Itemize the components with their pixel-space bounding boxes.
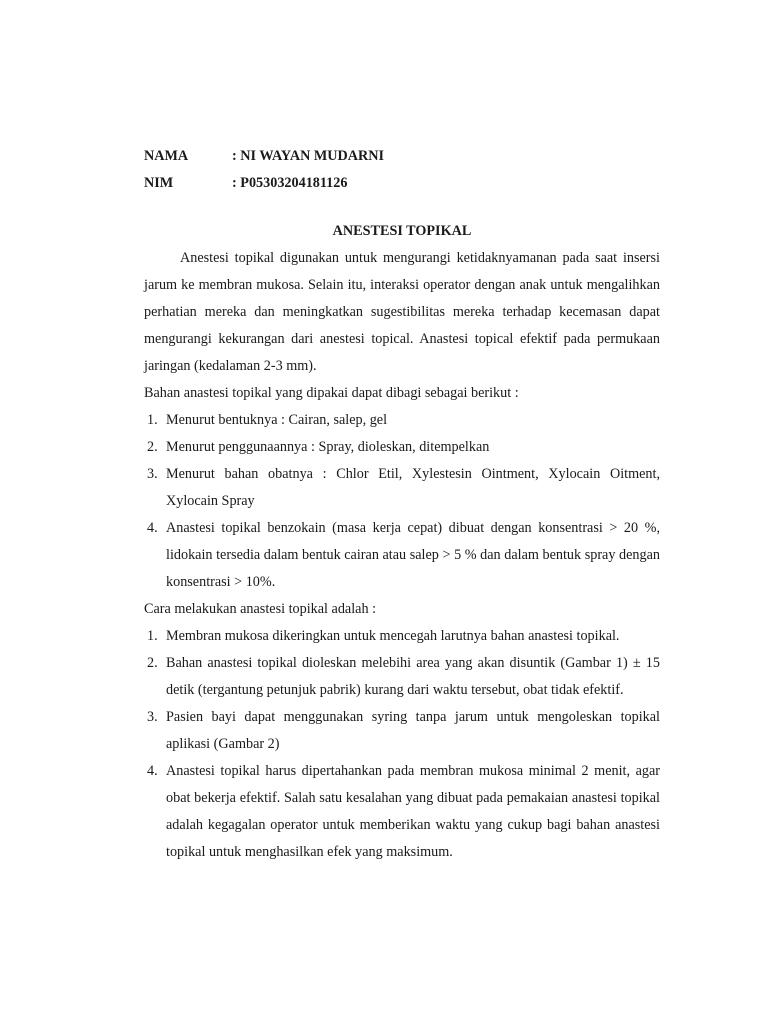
list-number: 3. [147,466,158,482]
list-item [144,515,660,596]
list-text: Pasien bayi dapat menggunakan syring tanpa jarum untuk mengoleskan topikal aplikasi (Gambar 2) [166,709,660,752]
list-number: 2. [147,439,158,455]
document-body [144,143,660,866]
material-list [144,407,660,596]
list-item [144,704,660,758]
list-item [144,461,660,515]
name-row [144,143,660,170]
list-item [144,407,660,434]
nim-row [144,170,660,197]
list-number: 4. [147,763,158,779]
list-text: Menurut bentuknya : Cairan, salep, gel [166,412,388,428]
list-item [144,650,660,704]
nim-value: : P05303204181126 [232,175,348,191]
list-text: Membran mukosa dikeringkan untuk mencegah larutnya bahan anastesi topikal. [166,628,620,644]
name-value: : NI WAYAN MUDARNI [232,148,385,164]
nim-label: NIM [144,175,174,191]
name-label: NAMA [144,148,189,164]
list-text: Menurut bahan obatnya : Chlor Etil, Xylestesin Ointment, Xylocain Oitment, Xylocain Spray [166,466,660,509]
list-number: 1. [147,628,158,644]
list-number: 2. [147,655,158,671]
list1-heading: Bahan anastesi topikal yang dipakai dapat dibagi sebagai berikut : [144,385,519,401]
list-item [144,434,660,461]
list-number: 4. [147,520,158,536]
list-text: Bahan anastesi topikal dioleskan melebihi area yang akan disuntik (Gambar 1) ± 15 detik (tergantung petunjuk pabrik) kurang dari waktu tersebut, obat tidak efektif. [166,655,660,698]
list-text: Anastesi topikal harus dipertahankan pada membran mukosa minimal 2 menit, agar obat bekerja efektif. Salah satu kesalahan yang dibuat pada pemakaian anastesi topikal adalah kegagalan operator untuk memberikan waktu yang cukup bagi bahan anastesi topikal untuk menghasilkan efek yang maksimum. [166,763,660,860]
list-item [144,623,660,650]
list-number: 3. [147,709,158,725]
list-item [144,758,660,866]
document-title: ANESTESI TOPIKAL [332,223,472,239]
list-text: Menurut penggunaannya : Spray, dioleskan, ditempelkan [166,439,490,455]
list2-heading: Cara melakukan anastesi topikal adalah : [144,601,377,617]
list-text: Anastesi topikal benzokain (masa kerja cepat) dibuat dengan konsentrasi > 20 %, lidokain tersedia dalam bentuk cairan atau salep > 5 % dan dalam bentuk spray dengan konsentrasi > 10%. [166,520,660,590]
procedure-list [144,623,660,866]
intro-paragraph: Anestesi topikal digunakan untuk mengurangi ketidaknyamanan pada saat insersi jarum ke membran mukosa. Selain itu, interaksi operator dengan anak untuk mengalihkan perhatian mereka dan meningkatkan sugestibilitas mereka terhadap kecemasan dapat mengurangi kekurangan dari anestesi topical. Anastesi topical efektif pada permukaan jaringan (kedalaman 2-3 mm). [144,250,660,374]
list-number: 1. [147,412,158,428]
